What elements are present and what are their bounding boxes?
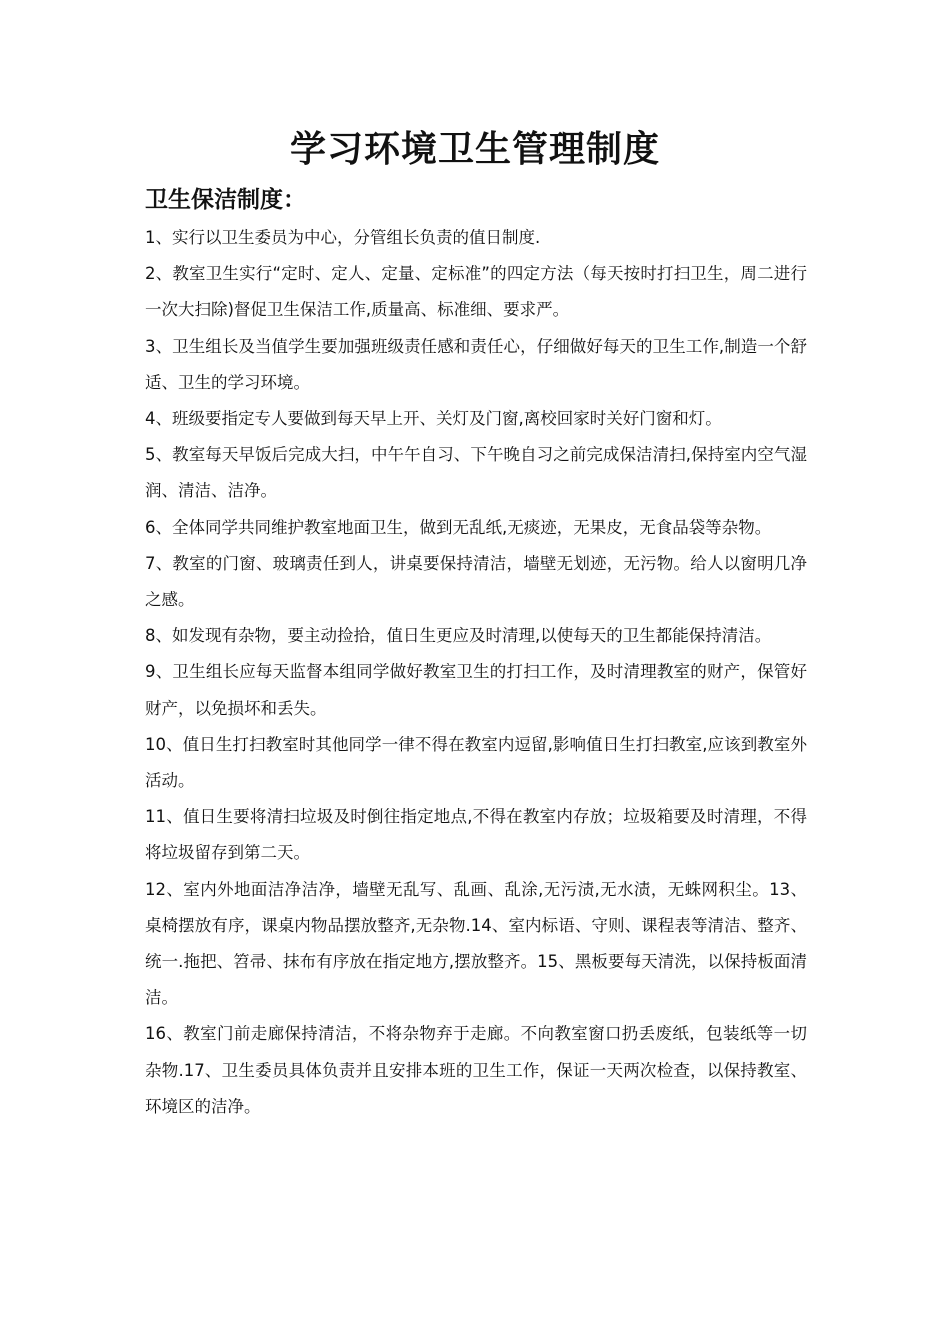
rule-paragraph: 16、教室门前走廊保持清洁，不将杂物弃于走廊。不向教室窗口扔丢废纸，包装纸等一切杂物.17、卫生委员具体负责并且安排本班的卫生工作，保证一天两次检查，以保持教室、环境区的洁净。 bbox=[145, 1024, 807, 1116]
rules-list bbox=[145, 220, 807, 1125]
rule-paragraph: 4、班级要指定专人要做到每天早上开、关灯及门窗,离校回家时关好门窗和灯。 bbox=[145, 409, 722, 429]
rule-paragraph: 1、实行以卫生委员为中心，分管组长负责的值日制度. bbox=[145, 228, 541, 247]
document-title: 学习环境卫生管理制度 bbox=[289, 129, 660, 170]
rule-paragraph: 6、全体同学共同维护教室地面卫生，做到无乱纸,无痰迹，无果皮，无食品袋等杂物。 bbox=[145, 517, 772, 537]
rule-paragraph: 12、室内外地面洁净洁净，墙壁无乱写、乱画、乱涂,无污渍,无水渍，无蛛网积尘。13、桌椅摆放有序，课桌内物品摆放整齐,无杂物.14、室内标语、守则、课程表等清洁、整齐、统一.拖把、笤帚、抹布有序放在指定地方,摆放整齐。15、黑板要每天清洗，以保持板面清洁。 bbox=[145, 879, 807, 1008]
rule-paragraph: 11、值日生要将清扫垃圾及时倒往指定地点,不得在教室内存放；垃圾箱要及时清理，不得将垃圾留存到第二天。 bbox=[145, 807, 807, 863]
rule-paragraph: 10、值日生打扫教室时其他同学一律不得在教室内逗留,影响值日生打扫教室,应该到教室外活动。 bbox=[145, 734, 807, 791]
rule-paragraph: 3、卫生组长及当值学生要加强班级责任感和责任心，仔细做好每天的卫生工作,制造一个舒适、卫生的学习环境。 bbox=[145, 336, 807, 392]
rule-paragraph: 9、卫生组长应每天监督本组同学做好教室卫生的打扫工作，及时清理教室的财产，保管好财产，以免损坏和丢失。 bbox=[145, 662, 807, 718]
rule-paragraph: 8、如发现有杂物，要主动捡拾，值日生更应及时清理,以使每天的卫生都能保持清洁。 bbox=[145, 626, 772, 646]
rule-paragraph: 5、教室每天早饭后完成大扫，中午午自习、下午晚自习之前完成保洁清扫,保持室内空气湿润、清洁、洁净。 bbox=[145, 445, 807, 501]
rule-paragraph: 7、教室的门窗、玻璃责任到人，讲桌要保持清洁，墙壁无划迹，无污物。给人以窗明几净之感。 bbox=[145, 553, 807, 610]
rule-paragraph: 2、教室卫生实行“定时、定人、定量、定标准”的四定方法（每天按时打扫卫生，周二进行一次大扫除)督促卫生保洁工作,质量高、标准细、要求严。 bbox=[145, 264, 807, 320]
section-heading: 卫生保洁制度： bbox=[145, 187, 306, 213]
